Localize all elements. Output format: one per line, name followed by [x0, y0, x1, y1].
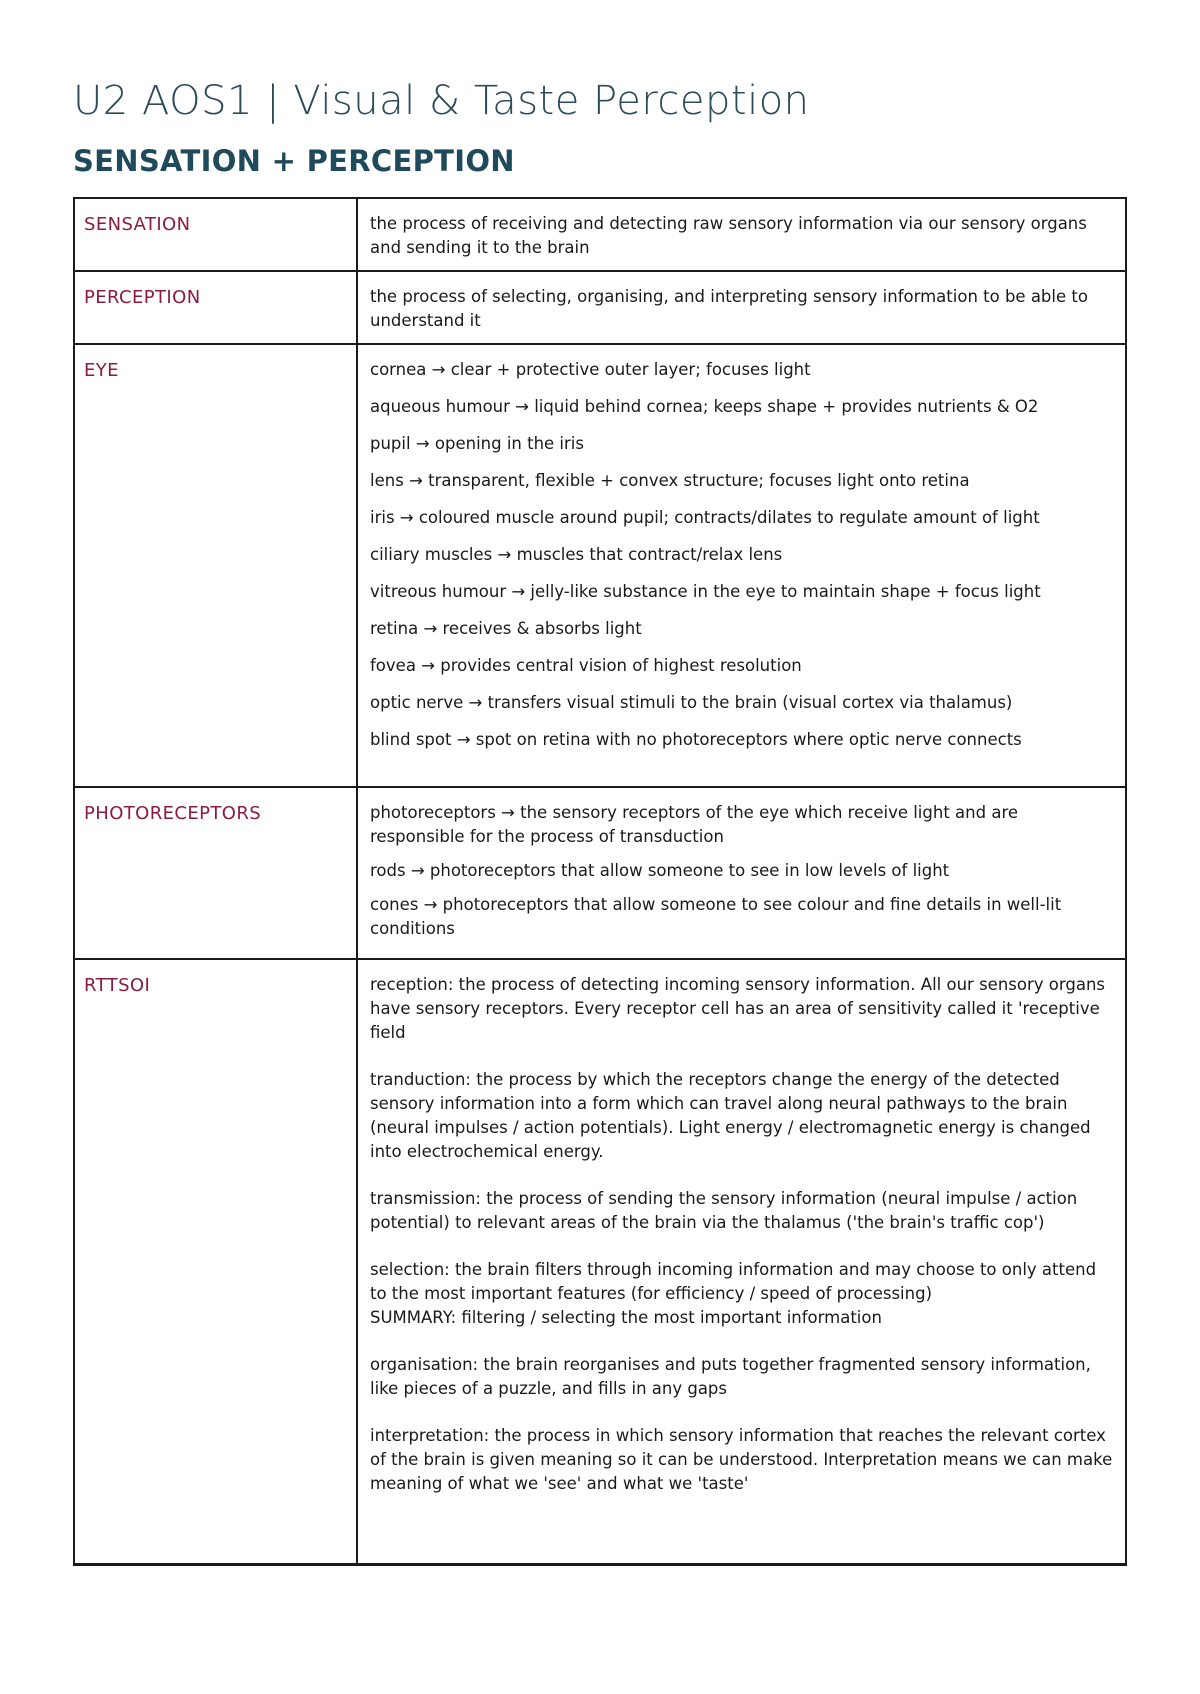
table-row [74, 787, 1126, 959]
table-row [74, 344, 1126, 787]
definition-line: the process of receiving and detecting raw sensory information via our sensory organs and sending it to the brain [370, 214, 1087, 257]
eye-part-line: aqueous humour → liquid behind cornea; keeps shape + provides nutrients & O2 [370, 397, 1039, 416]
document-title: U2 AOS1 | Visual & Taste Perception [73, 78, 810, 124]
eye-part-line: ciliary muscles → muscles that contract/relax lens [370, 545, 783, 564]
photoreceptor-line: photoreceptors → the sensory receptors of the eye which receive light and are responsible for the process of transduction [370, 803, 1019, 846]
term-cell: PHOTORECEPTORS [74, 787, 357, 959]
rttsoi-summary: SUMMARY: filtering / selecting the most important information [370, 1308, 882, 1327]
definition-cell [357, 787, 1126, 959]
term-cell: RTTSOI [74, 959, 357, 1565]
photoreceptor-line: cones → photoreceptors that allow someone to see colour and fine details in well-lit conditions [370, 895, 1062, 938]
rttsoi-paragraph: transmission: the process of sending the sensory information (neural impulse / action potential) to relevant areas of the brain via the thalamus ('the brain's traffic cop') [370, 1189, 1078, 1232]
term-cell: EYE [74, 344, 357, 787]
definition-cell [357, 271, 1126, 344]
eye-part-line: vitreous humour → jelly-like substance in the eye to maintain shape + focus light [370, 582, 1041, 601]
eye-part-line: fovea → provides central vision of highest resolution [370, 656, 802, 675]
rttsoi-paragraph: interpretation: the process in which sensory information that reaches the relevant cortex of the brain is given meaning so it can be understood. Interpretation means we can make meaning of what we 'see' and what we 'taste' [370, 1426, 1113, 1493]
definition-cell [357, 344, 1126, 787]
eye-part-line: retina → receives & absorbs light [370, 619, 642, 638]
section-heading: SENSATION + PERCEPTION [73, 144, 515, 178]
photoreceptor-line: rods → photoreceptors that allow someone to see in low levels of light [370, 861, 950, 880]
definition-line: the process of selecting, organising, and interpreting sensory information to be able to understand it [370, 287, 1088, 330]
rttsoi-paragraph: organisation: the brain reorganises and puts together fragmented sensory information, like pieces of a puzzle, and fills in any gaps [370, 1355, 1091, 1398]
term-cell: SENSATION [74, 198, 357, 271]
eye-part-line: iris → coloured muscle around pupil; contracts/dilates to regulate amount of light [370, 508, 1040, 527]
eye-part-line: optic nerve → transfers visual stimuli to the brain (visual cortex via thalamus) [370, 693, 1013, 712]
definition-cell [357, 198, 1126, 271]
rttsoi-paragraph: selection: the brain filters through incoming information and may choose to only attend to the most important features (for efficiency / speed of processing) [370, 1260, 1097, 1303]
eye-part-line: pupil → opening in the iris [370, 434, 584, 453]
table-row [74, 959, 1126, 1565]
table-row [74, 198, 1126, 271]
eye-part-line: lens → transparent, flexible + convex structure; focuses light onto retina [370, 471, 970, 490]
eye-part-line: blind spot → spot on retina with no photoreceptors where optic nerve connects [370, 730, 1022, 749]
definition-cell [357, 959, 1126, 1565]
rttsoi-paragraph: tranduction: the process by which the receptors change the energy of the detected sensory information into a form which can travel along neural pathways to the brain (neural impulses / action potentials). Light energy / electromagnetic energy is changed into electrochemical energy. [370, 1070, 1091, 1161]
rttsoi-paragraph: reception: the process of detecting incoming sensory information. All our sensory organs have sensory receptors. Every receptor cell has an area of sensitivity called it 'receptive field [370, 975, 1105, 1042]
eye-part-line: cornea → clear + protective outer layer; focuses light [370, 360, 811, 379]
term-cell: PERCEPTION [74, 271, 357, 344]
notes-table [73, 197, 1127, 1566]
table-row [74, 271, 1126, 344]
